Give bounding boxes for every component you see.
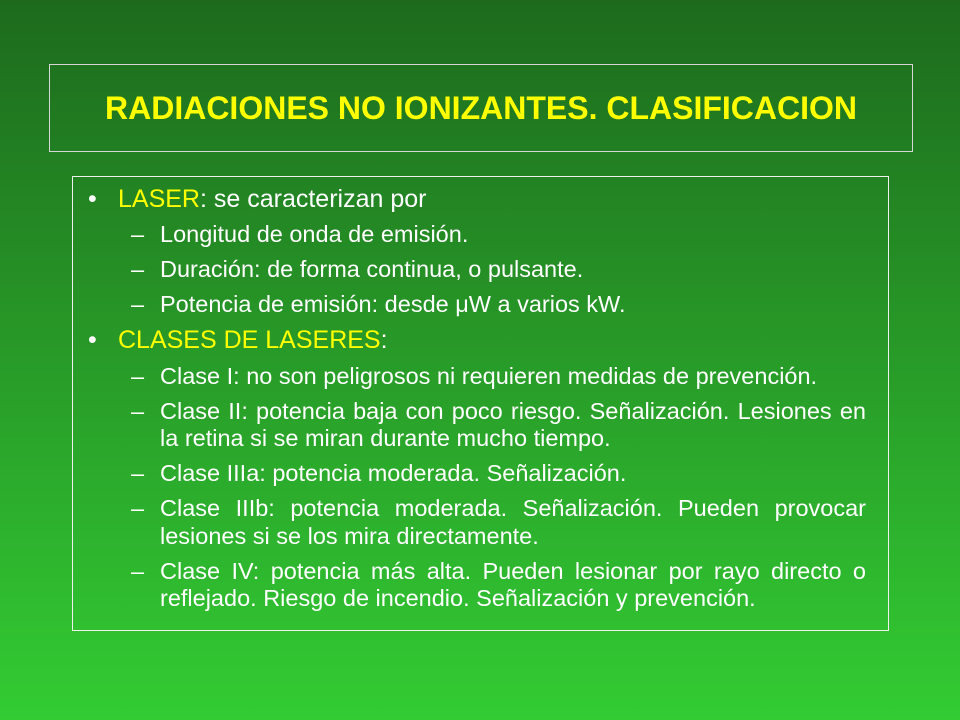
bullet-marker: • (88, 184, 97, 213)
item-line: Clase IIIb: potencia moderada. Señalización. Pueden provocar (160, 495, 866, 521)
section-heading-laser (73, 185, 888, 214)
dash-marker: – (131, 460, 145, 486)
dash-marker: – (131, 557, 145, 584)
list-item (73, 256, 888, 284)
item-line: Clase IIIa: potencia moderada. Señalización. (160, 460, 627, 486)
section-heading-suffix: : se caracterizan por (199, 184, 427, 213)
item-line: Longitud de onda de emisión. (160, 221, 469, 247)
list-item-text (160, 558, 866, 613)
dash-marker: – (131, 256, 145, 282)
dash-marker: – (131, 221, 145, 247)
list-item-text (160, 398, 866, 453)
list-item-text (160, 221, 866, 249)
section-heading-suffix: : (380, 326, 388, 354)
slide-title: RADIACIONES NO IONIZANTES. CLASIFICACION (104, 90, 857, 126)
dash-marker: – (131, 397, 145, 424)
item-line: lesiones si se los mira directamente. (160, 522, 539, 549)
list-item (73, 221, 888, 249)
list-item (73, 363, 888, 391)
list-item (73, 460, 888, 488)
dash-marker: – (131, 362, 145, 389)
list-item (73, 495, 888, 550)
list-item (73, 398, 888, 453)
item-line: Clase I: no son peligrosos ni requieren medidas de prevención. (160, 362, 818, 389)
title-box (49, 64, 913, 152)
list-item-text (160, 363, 866, 391)
item-line: reflejado. Riesgo de incendio. Señalización y prevención. (160, 585, 756, 611)
section-heading-text (118, 326, 388, 355)
list-item (73, 291, 888, 319)
item-line: Potencia de emisión: desde μW a varios kW. (160, 291, 626, 317)
item-line: Duración: de forma continua, o pulsante. (160, 256, 584, 282)
item-line: la retina si se miran durante mucho tiempo. (160, 425, 611, 451)
item-line: Clase IV: potencia más alta. Pueden lesionar por rayo directo o (160, 557, 866, 584)
list-item (73, 558, 888, 613)
list-item-text (160, 460, 866, 488)
content-box (72, 176, 889, 631)
list-item-text (160, 256, 866, 284)
section-heading-keyword: CLASES DE LASERES (118, 326, 381, 354)
section-heading-text (118, 185, 426, 214)
dash-marker: – (131, 291, 145, 317)
list-item-text (160, 291, 866, 319)
item-line: Clase II: potencia baja con poco riesgo. Señalización. Lesiones en (160, 397, 866, 424)
section-heading-keyword: LASER (118, 184, 200, 213)
section-heading-clases (73, 326, 888, 355)
dash-marker: – (131, 495, 145, 521)
bullet-marker: • (88, 326, 97, 354)
list-item-text (160, 495, 866, 550)
